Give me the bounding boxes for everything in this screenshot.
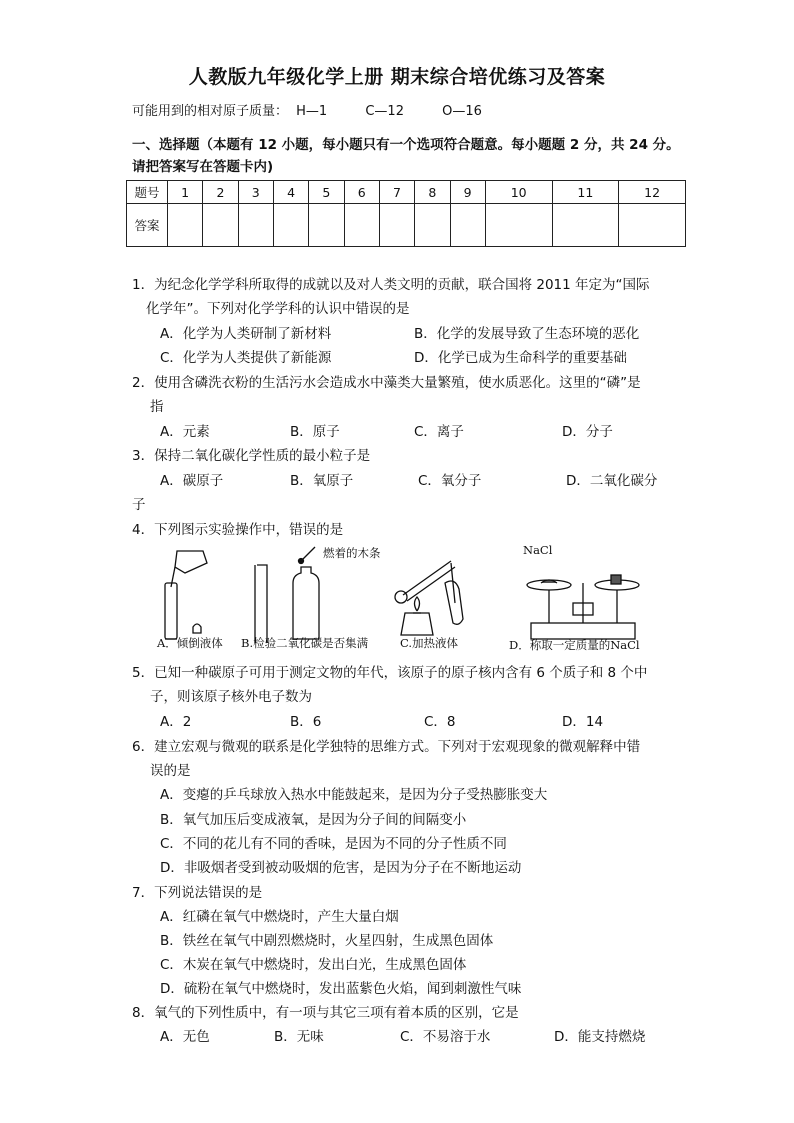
row-label-number: 题号 [127, 181, 168, 204]
question-5-option-a: A．2 [160, 714, 192, 730]
question-5-option-d: D．14 [562, 714, 604, 730]
answer-cell[interactable] [238, 204, 273, 247]
question-2-option-c: C．离子 [414, 424, 464, 440]
answer-table-header-row [127, 181, 686, 204]
co2-check-illustration [255, 547, 319, 643]
question-number-cell: 1 [168, 181, 203, 204]
question-number-cell: 11 [552, 181, 619, 204]
answer-cell[interactable] [309, 204, 344, 247]
answer-cell[interactable] [379, 204, 414, 247]
figure-label-nacl: NaCl [523, 543, 553, 557]
answer-cell[interactable] [168, 204, 203, 247]
figure-label-burning-stick: 燃着的木条 [323, 546, 381, 560]
question-7-option-a: A．红磷在氧气中燃烧时，产生大量白烟 [160, 909, 399, 925]
question-number-cell: 4 [273, 181, 308, 204]
question-8-option-a: A．无色 [160, 1029, 210, 1045]
question-number-cell: 6 [344, 181, 379, 204]
question-6-stem-line2: 误的是 [150, 763, 191, 779]
figure-caption-d: D．称取一定质量的NaCl [509, 638, 640, 652]
question-number-cell: 3 [238, 181, 273, 204]
pouring-liquid-illustration [165, 551, 207, 639]
question-8-option-c: C．不易溶于水 [400, 1029, 491, 1045]
question-3-option-b: B．氧原子 [290, 473, 354, 489]
question-3-option-d-wrap: 子 [132, 497, 146, 513]
section-note: 请把答案写在答题卡内) [132, 159, 274, 175]
question-2-option-d: D．分子 [562, 424, 613, 440]
question-1-option-c: C．化学为人类提供了新能源 [160, 350, 332, 366]
question-6-option-d: D．非吸烟者受到被动吸烟的危害，是因为分子在不断地运动 [160, 860, 522, 876]
atomic-mass-o: O—16 [442, 104, 482, 119]
question-1-option-a: A．化学为人类研制了新材料 [160, 326, 332, 342]
answer-cell[interactable] [619, 204, 686, 247]
atomic-mass-line [132, 100, 516, 119]
page-title: 人教版九年级化学上册 期末综合培优练习及答案 [188, 66, 606, 88]
question-6-stem-line1: 6．建立宏观与微观的联系是化学独特的思维方式。下列对于宏观现象的微观解释中错 [132, 739, 641, 755]
atomic-mass-c: C—12 [365, 104, 404, 119]
question-8-stem: 8．氧气的下列性质中，有一项与其它三项有着本质的区别，它是 [132, 1005, 519, 1021]
question-3-option-d: D．二氧化碳分 [566, 473, 658, 489]
question-1-stem-line1: 1．为纪念化学学科所取得的成就以及对人类文明的贡献，联合国将 2011 年定为“国际 [132, 277, 650, 293]
answer-cell[interactable] [450, 204, 485, 247]
answer-cell[interactable] [485, 204, 552, 247]
question-2-option-b: B．原子 [290, 424, 340, 440]
figure-caption-c: C.加热液体 [400, 636, 459, 650]
question-5-option-c: C．8 [424, 714, 456, 730]
question-number-cell: 12 [619, 181, 686, 204]
question-number-cell: 2 [203, 181, 238, 204]
answer-table-answer-row [127, 204, 686, 247]
question-number-cell: 5 [309, 181, 344, 204]
question-3-stem: 3．保持二氧化碳化学性质的最小粒子是 [132, 448, 371, 464]
question-6-option-c: C．不同的花儿有不同的香味，是因为不同的分子性质不同 [160, 836, 507, 852]
question-5-stem-line1: 5．已知一种碳原子可用于测定文物的年代，该原子的原子核内含有 6 个质子和 8 个中 [132, 665, 648, 681]
question-number-cell: 7 [379, 181, 414, 204]
question-4-stem: 4．下列图示实验操作中，错误的是 [132, 522, 344, 538]
question-1-option-b: B．化学的发展导致了生态环境的恶化 [414, 326, 640, 342]
answer-cell[interactable] [415, 204, 450, 247]
figure-caption-a: A．倾倒液体 [157, 636, 223, 650]
row-label-answer: 答案 [127, 204, 168, 247]
answer-cell[interactable] [552, 204, 619, 247]
question-2-stem-line2: 指 [150, 399, 164, 415]
answer-cell[interactable] [273, 204, 308, 247]
question-5-option-b: B．6 [290, 714, 322, 730]
lab-operations-figure [155, 543, 665, 653]
section-heading: 一、选择题（本题有 12 小题，每小题只有一个选项符合题意。每小题题 2 分，共 24 分。 [132, 137, 680, 153]
question-6-option-b: B．氧气加压后变成液氧，是因为分子间的间隔变小 [160, 812, 467, 828]
question-7-option-c: C．木炭在氧气中燃烧时，发出白光，生成黑色固体 [160, 957, 467, 973]
answer-cell[interactable] [203, 204, 238, 247]
question-5-stem-line2: 子，则该原子核外电子数为 [150, 689, 312, 705]
question-number-cell: 8 [415, 181, 450, 204]
question-2-stem-line1: 2．使用含磷洗衣粉的生活污水会造成水中藻类大量繁殖，使水质恶化。这里的“磷”是 [132, 375, 641, 391]
question-8-option-d: D．能支持燃烧 [554, 1029, 646, 1045]
answer-cell[interactable] [344, 204, 379, 247]
question-3-option-a: A．碳原子 [160, 473, 224, 489]
question-number-cell: 9 [450, 181, 485, 204]
question-1-option-d: D．化学已成为生命科学的重要基础 [414, 350, 627, 366]
question-7-option-b: B．铁丝在氧气中剧烈燃烧时，火星四射，生成黑色固体 [160, 933, 494, 949]
heating-liquid-illustration [395, 561, 463, 635]
question-6-option-a: A．变瘪的乒乓球放入热水中能鼓起来，是因为分子受热膨胀变大 [160, 787, 548, 803]
atomic-mass-h: H—1 [296, 104, 328, 119]
question-7-option-d: D．硫粉在氧气中燃烧时，发出蓝紫色火焰，闻到刺激性气味 [160, 981, 522, 997]
question-7-stem: 7．下列说法错误的是 [132, 885, 263, 901]
atomic-mass-label: 可能用到的相对原子质量： [132, 104, 289, 119]
question-1-stem-line2: 化学年”。下列对化学学科的认识中错误的是 [146, 301, 410, 317]
question-3-option-c: C．氧分子 [418, 473, 482, 489]
figure-caption-b: B.检验二氧化碳是否集满 [241, 636, 369, 650]
answer-table [126, 180, 686, 247]
question-8-option-b: B．无味 [274, 1029, 324, 1045]
question-number-cell: 10 [485, 181, 552, 204]
question-2-option-a: A．元素 [160, 424, 210, 440]
balance-illustration [527, 575, 639, 639]
